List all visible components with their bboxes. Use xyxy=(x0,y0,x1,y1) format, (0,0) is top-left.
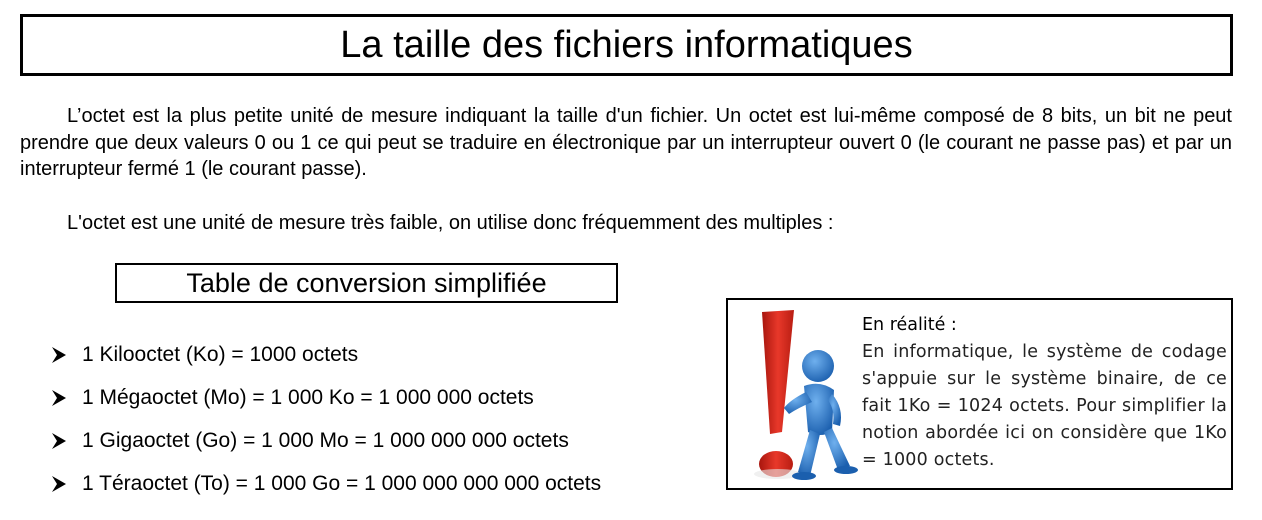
conversion-mega: 1 Mégaoctet (Mo) = 1 000 Ko = 1 000 000 octets xyxy=(82,385,534,409)
conversion-table-title: Table de conversion simplifiée xyxy=(115,263,618,303)
list-item xyxy=(52,419,601,462)
note-body: En informatique, le système de codage s'appuie sur le système binaire, de ce fait 1Ko = 1024 octets. Pour simplifier la notion abordée ici on considère que 1Ko = 1000 octets. xyxy=(862,342,1227,470)
conversion-list xyxy=(52,333,601,505)
conversion-giga: 1 Gigaoctet (Go) = 1 000 Mo = 1 000 000 000 octets xyxy=(82,428,569,452)
list-item xyxy=(52,462,601,505)
multiples-paragraph: L'octet est une unité de mesure très faible, on utilise donc fréquemment des multiples : xyxy=(67,212,834,234)
list-item xyxy=(52,333,601,376)
list-item xyxy=(52,376,601,419)
note-heading: En réalité : xyxy=(862,315,957,335)
page-title: La taille des fichiers informatiques xyxy=(20,14,1233,76)
exclamation-figure-icon xyxy=(732,304,862,486)
arrowhead-bullet-icon xyxy=(52,476,66,492)
arrowhead-bullet-icon xyxy=(52,433,66,449)
arrowhead-bullet-icon xyxy=(52,390,66,406)
conversion-kilo: 1 Kilooctet (Ko) = 1000 octets xyxy=(82,342,359,366)
note-box xyxy=(726,298,1233,490)
intro-paragraph: L’octet est la plus petite unité de mesure indiquant la taille d'un fichier. Un octet est lui-même composé de 8 bits, un bit ne peut prendre que deux valeurs 0 ou 1 ce qui peut se traduire en électronique par un interrupteur ouvert 0 (le courant ne passe pas) et par un interrupteur fermé 1 (le courant passe). xyxy=(20,105,1232,180)
note-text xyxy=(862,312,1227,474)
arrowhead-bullet-icon xyxy=(52,347,66,363)
conversion-tera: 1 Téraoctet (To) = 1 000 Go = 1 000 000 000 000 octets xyxy=(82,471,602,495)
